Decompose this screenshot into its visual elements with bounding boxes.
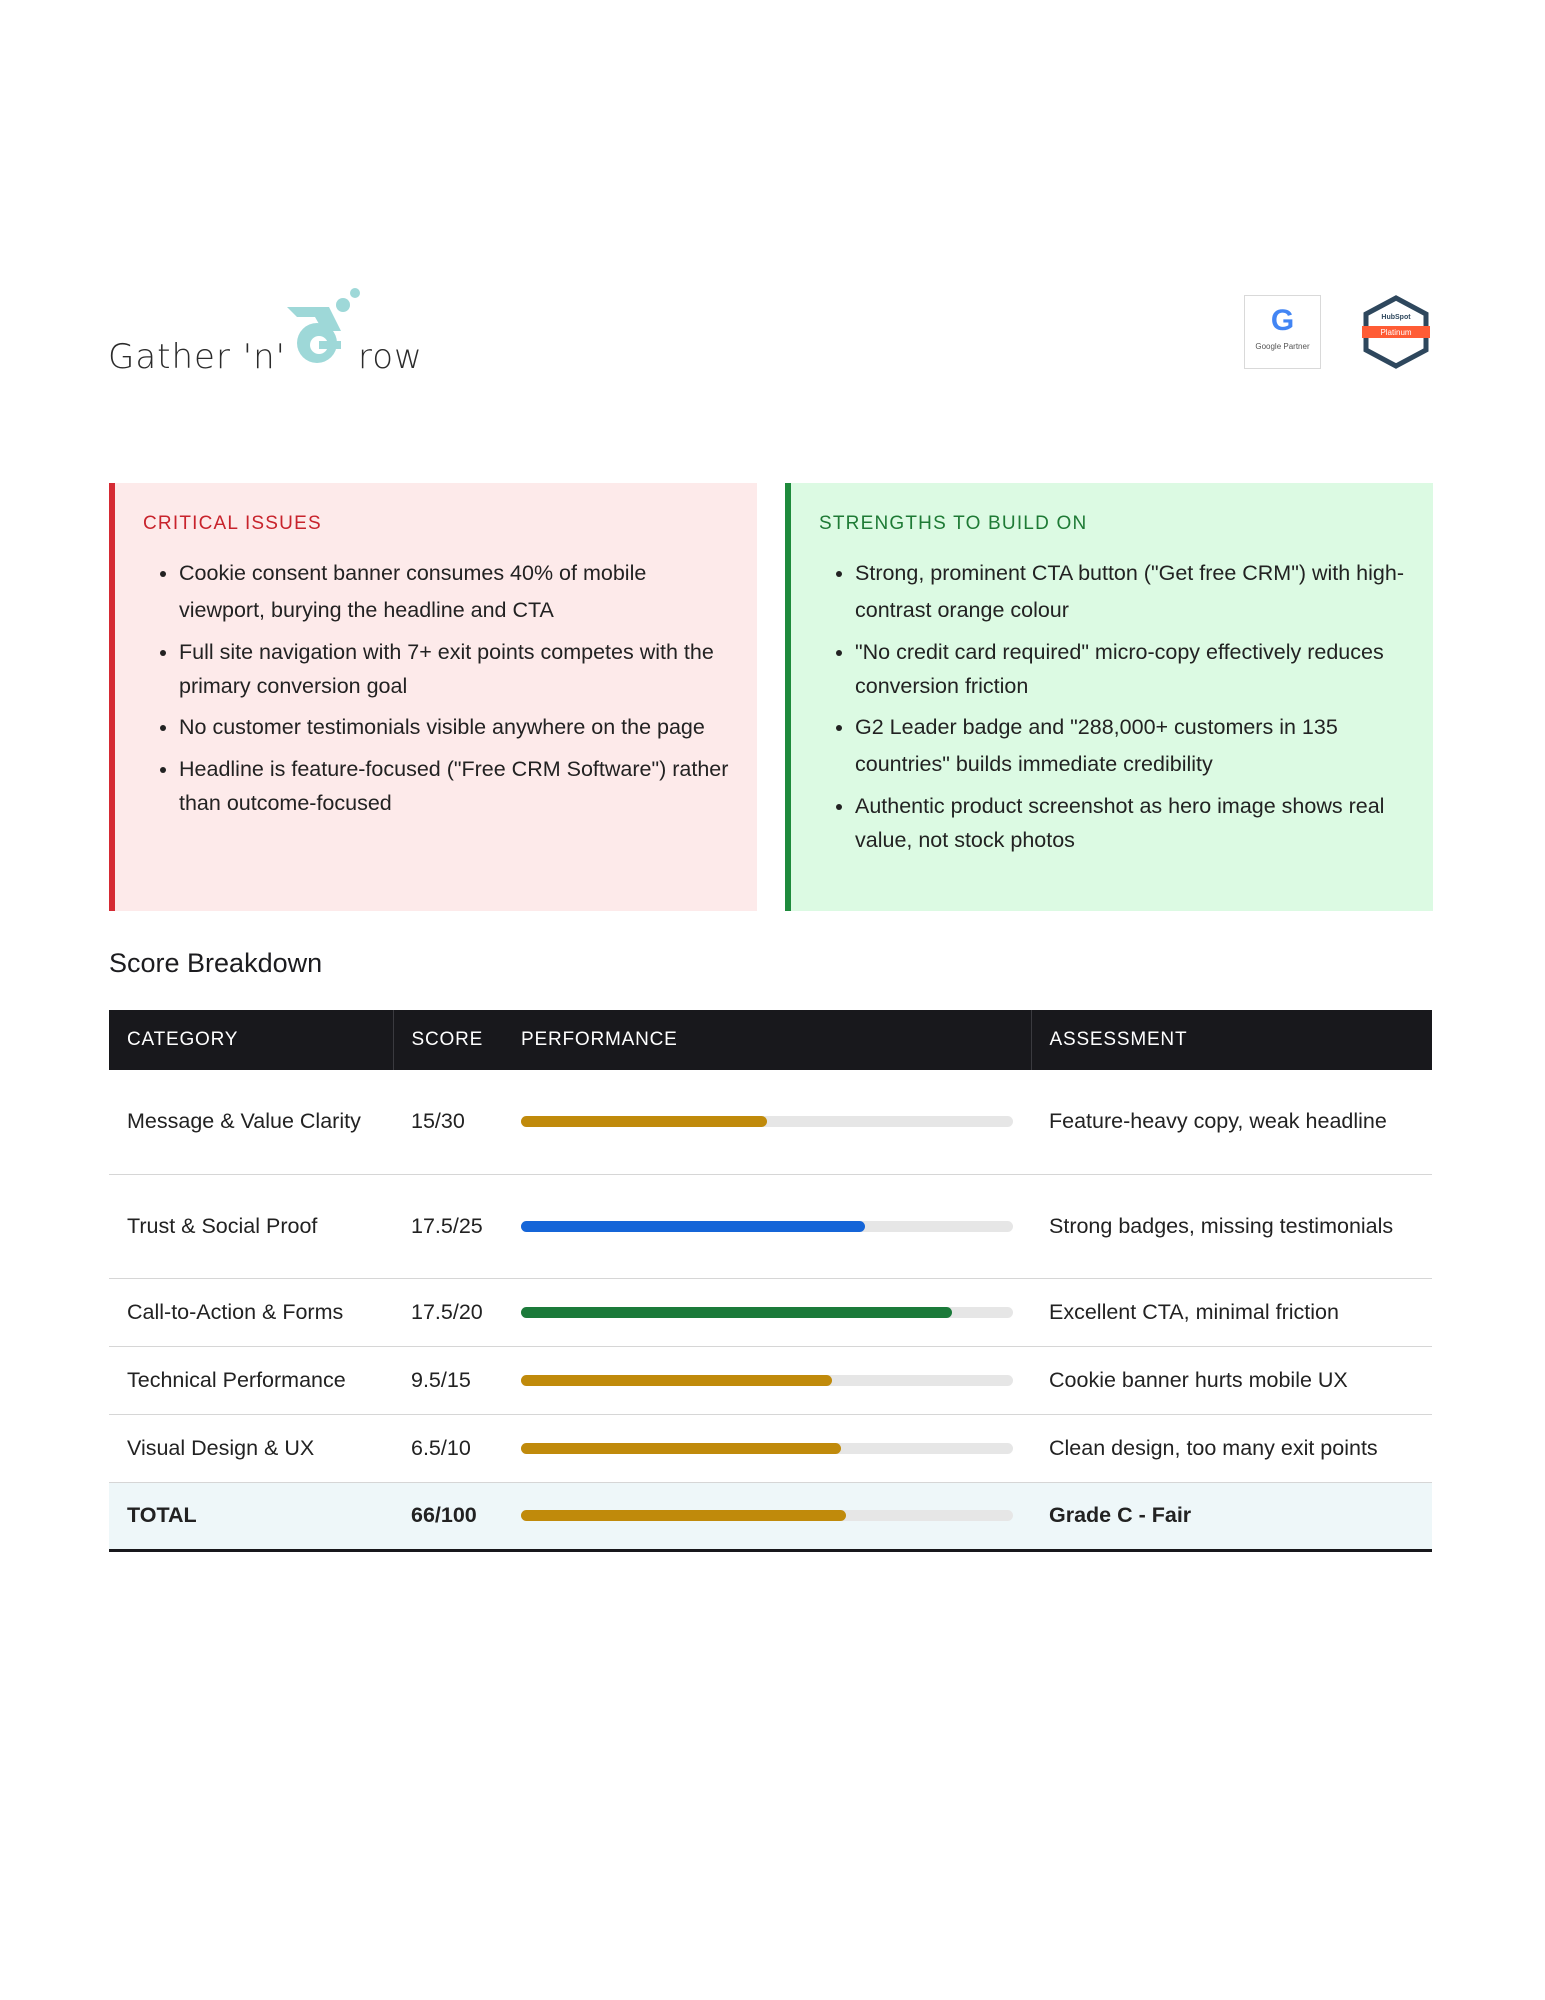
list-item: • G2 Leader badge and "288,000+ customers in 135 countries" builds immediate credibility xyxy=(855,709,1405,783)
list-item: • Authentic product screenshot as hero image shows real value, not stock photos xyxy=(855,789,1405,857)
performance-bar-fill xyxy=(521,1443,841,1454)
google-g-icon: G xyxy=(1270,304,1295,337)
critical-issues-title: CRITICAL ISSUES xyxy=(143,513,322,534)
critical-issues-list xyxy=(143,555,729,820)
performance-bar-track xyxy=(521,1443,1013,1454)
performance-cell xyxy=(503,1346,1031,1414)
score-cell: 15/30 xyxy=(393,1070,503,1174)
list-item: • Full site navigation with 7+ exit points competes with the primary conversion goal xyxy=(179,635,729,703)
hubspot-hexagon-icon xyxy=(1360,295,1432,369)
performance-bar-track xyxy=(521,1116,1013,1127)
performance-cell xyxy=(503,1070,1031,1174)
performance-bar-track xyxy=(521,1510,1013,1521)
total-score: 66/100 xyxy=(393,1482,503,1550)
performance-bar-fill xyxy=(521,1375,832,1386)
assessment-cell: Excellent CTA, minimal friction xyxy=(1031,1278,1432,1346)
performance-cell xyxy=(503,1278,1031,1346)
table-header-row xyxy=(109,1010,1432,1070)
google-badge-label: Google Partner xyxy=(1255,342,1310,351)
company-logo xyxy=(108,285,423,380)
logo-text-suffix: row xyxy=(358,337,423,377)
category-cell: Technical Performance xyxy=(109,1346,393,1414)
table-row xyxy=(109,1174,1432,1278)
column-header-assessment: ASSESSMENT xyxy=(1031,1010,1432,1070)
table-row xyxy=(109,1278,1432,1346)
list-item: • Cookie consent banner consumes 40% of mobile viewport, burying the headline and CTA xyxy=(179,555,729,629)
column-header-category: CATEGORY xyxy=(109,1010,393,1070)
score-cell: 17.5/20 xyxy=(393,1278,503,1346)
category-cell: Visual Design & UX xyxy=(109,1414,393,1482)
hubspot-platinum-badge xyxy=(1360,295,1432,369)
table-row xyxy=(109,1070,1432,1174)
total-label: TOTAL xyxy=(109,1482,393,1550)
score-cell: 9.5/15 xyxy=(393,1346,503,1414)
performance-bar-fill xyxy=(521,1510,846,1521)
score-breakdown-title: Score Breakdown xyxy=(109,948,323,978)
strengths-title: STRENGTHS TO BUILD ON xyxy=(819,513,1088,534)
list-item: • Strong, prominent CTA button ("Get free CRM") with high-contrast orange colour xyxy=(855,555,1405,629)
table-row xyxy=(109,1414,1432,1482)
performance-cell xyxy=(503,1482,1031,1550)
total-row xyxy=(109,1482,1432,1550)
score-cell: 6.5/10 xyxy=(393,1414,503,1482)
performance-bar-track xyxy=(521,1307,1013,1318)
list-item: • "No credit card required" micro-copy effectively reduces conversion friction xyxy=(855,635,1405,703)
strengths-card xyxy=(785,483,1433,911)
assessment-cell: Clean design, too many exit points xyxy=(1031,1414,1432,1482)
assessment-cell: Feature-heavy copy, weak headline xyxy=(1031,1070,1432,1174)
performance-cell xyxy=(503,1174,1031,1278)
hubspot-badge-tier: Platinum xyxy=(1380,328,1412,337)
list-item: • Headline is feature-focused ("Free CRM Software") rather than outcome-focused xyxy=(179,752,729,820)
list-item: • No customer testimonials visible anywhere on the page xyxy=(179,709,729,746)
performance-bar-fill xyxy=(521,1307,952,1318)
hubspot-badge-top: HubSpot xyxy=(1381,314,1411,321)
logo-text: Gather 'n' xyxy=(108,337,287,377)
strengths-list xyxy=(819,555,1405,857)
total-grade: Grade C - Fair xyxy=(1031,1482,1432,1550)
performance-bar-fill xyxy=(521,1116,767,1127)
category-cell: Trust & Social Proof xyxy=(109,1174,393,1278)
performance-bar-track xyxy=(521,1375,1013,1386)
table-row xyxy=(109,1346,1432,1414)
column-header-performance: PERFORMANCE xyxy=(503,1010,1031,1070)
score-table xyxy=(109,1010,1432,1552)
google-partner-badge xyxy=(1244,295,1321,369)
performance-bar-fill xyxy=(521,1221,865,1232)
critical-issues-card xyxy=(109,483,757,911)
score-cell: 17.5/25 xyxy=(393,1174,503,1278)
performance-cell xyxy=(503,1414,1031,1482)
assessment-cell: Cookie banner hurts mobile UX xyxy=(1031,1346,1432,1414)
column-header-score: SCORE xyxy=(393,1010,503,1070)
assessment-cell: Strong badges, missing testimonials xyxy=(1031,1174,1432,1278)
category-cell: Call-to-Action & Forms xyxy=(109,1278,393,1346)
performance-bar-track xyxy=(521,1221,1013,1232)
category-cell: Message & Value Clarity xyxy=(109,1070,393,1174)
